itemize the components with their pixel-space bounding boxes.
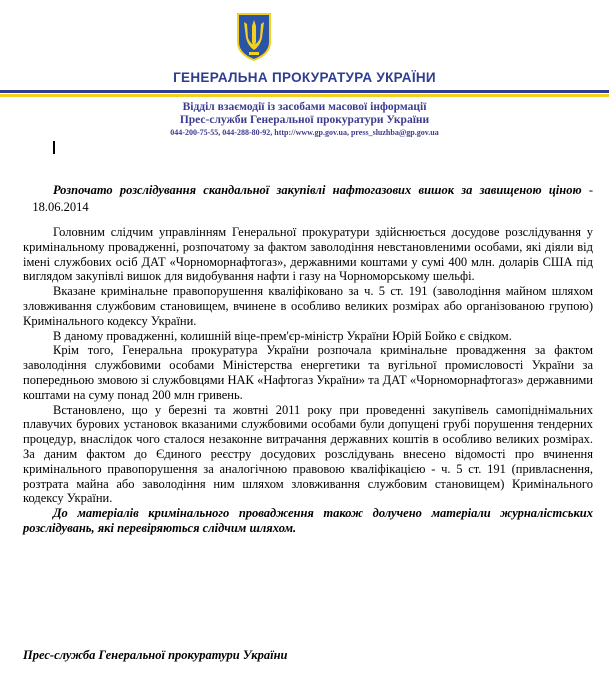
closing-paragraph: До матеріалів кримінального провадження також долучено матеріали журналістських розслідувань, які перевіряються слідчим шляхом.: [23, 506, 593, 535]
article-body: [23, 225, 593, 536]
text-cursor: [53, 141, 55, 154]
press-service-name: Прес-служби Генеральної прокуратури України: [179, 114, 430, 126]
flag-band-blue: [0, 90, 609, 93]
headline-separator: -: [581, 183, 593, 197]
department-name: Відділ взаємодії із засобами масової інформації: [182, 101, 427, 113]
flag-band-yellow: [0, 94, 609, 97]
paragraph: В даному провадженні, колишній віце-прем'єр-міністр України Юрій Бойко є свідком.: [53, 328, 512, 343]
article-date: 18.06.2014: [32, 200, 89, 214]
paragraph: Встановлено, що у березні та жовтні 2011 року при проведенні закупівель самопіднімальних плавучих бурових установок вказаними службовими особами були допущені грубі порушення тендерних процедур, внаслідок чого сталося незаконне витрачання державних коштів в особливо великих розмірах. За даним фактом до Єдиного реєстру досудових розслідувань внесено відомості про вчинення кримінального правопорушення за аналогічною правовою кваліфікацією - ч. 5 ст. 191 (привласнення, розтрата майна або заволодіння ним шляхом зловживання службовим становищем) Кримінального кодексу України.: [23, 402, 593, 506]
paragraph: Крім того, Генеральна прокуратура України розпочала кримінальне провадження за фактом заволодіння службовими особами Міністерства енергетики та вугільної промисловості України за попередньою змовою зі службовцями НАК «Нафтогаз України» та ДАТ «Чорноморнафтогаз» державними коштами на суму понад 200 млн гривень.: [23, 343, 593, 402]
signature: Прес-служба Генеральної прокуратури України: [23, 648, 288, 662]
org-title: ГЕНЕРАЛЬНА ПРОКУРАТУРА УКРАЇНИ: [173, 70, 436, 85]
paragraph: Головним слідчим управлінням Генеральної прокуратури здійснюється досудове розслідування у кримінальному провадженні, розпочатому за фактом заволодіння невстановленими особами, які діяли від імені службових осіб ДАТ «Чорноморнафтогаз», державними коштами у сумі 400 млн. доларів США під виглядом закупівлі вишок для видобування нафти і газу на Чорноморському шельфі.: [23, 225, 593, 284]
contacts-line: 044-200-75-55, 044-288-80-92, http://www.gp.gov.ua, press_sluzhba@gp.gov.ua: [170, 128, 439, 137]
headline-text: Розпочато розслідування скандальної закупівлі нафтогазових вишок за завищеною ціною: [53, 183, 582, 197]
paragraph: Вказане кримінальне правопорушення кваліфіковано за ч. 5 ст. 191 (заволодіння майном шляхом зловживання службовим становищем, вчинене в особливо великих розмірах або організованою групою) Кримінального кодексу України.: [23, 284, 593, 328]
article-headline: [23, 182, 593, 216]
trident-emblem-icon: [234, 12, 274, 62]
